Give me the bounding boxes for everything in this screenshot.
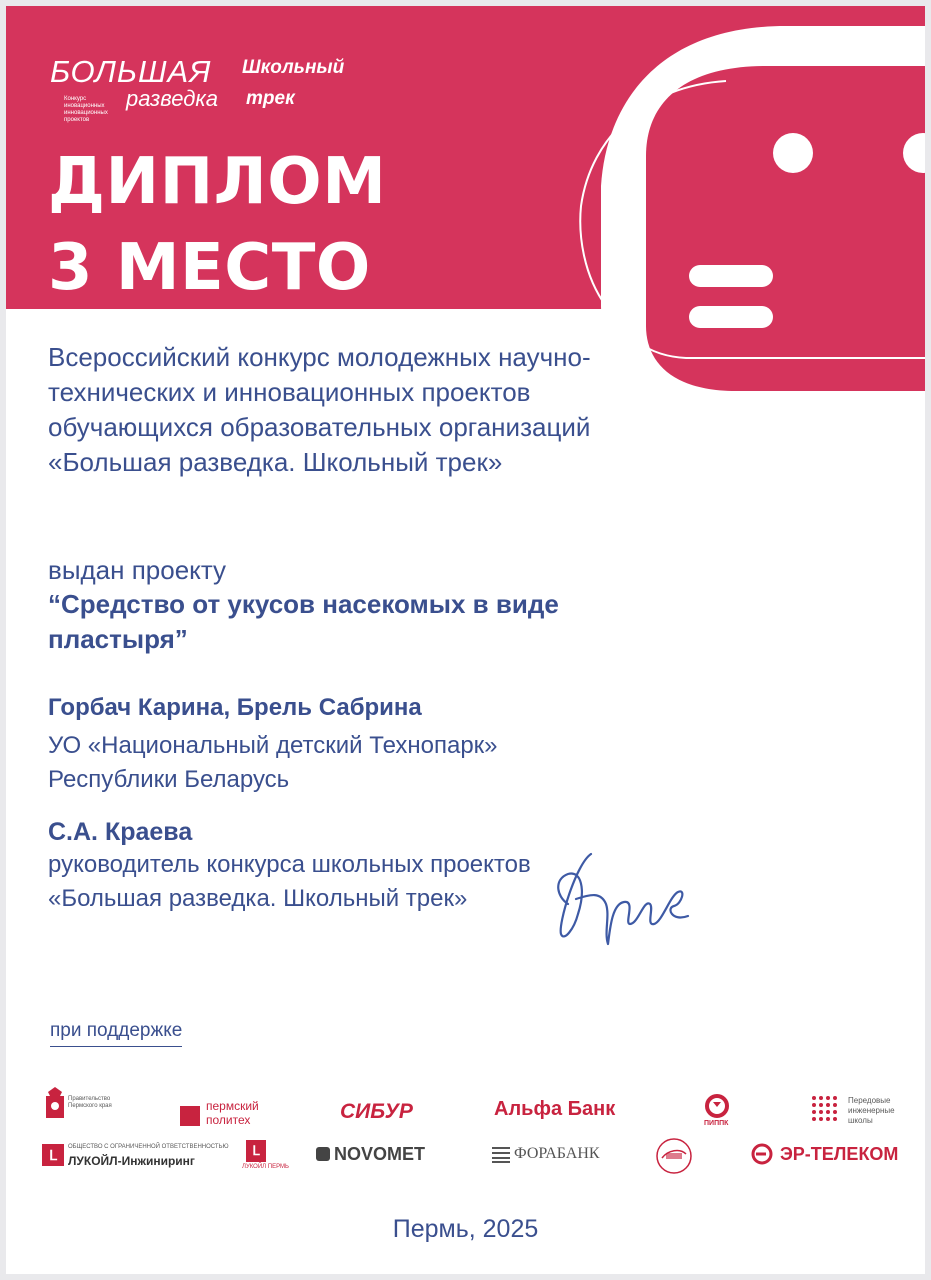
- logo-big-text: БОЛЬШАЯ: [50, 54, 212, 89]
- politech-square-icon: [180, 1106, 200, 1126]
- leader-name: С.А. Краева: [48, 818, 193, 846]
- pipk-icon: [702, 1093, 732, 1119]
- logo-trek-text: трек: [246, 88, 295, 109]
- competition-name: Всероссийский конкурс молодежных научно-технических и инновационных проектов обучающихся образовательных организаций «Большая разведка. Школьный трек»: [48, 342, 591, 477]
- robot-mouth-top: [689, 265, 773, 287]
- diploma-page: [6, 6, 925, 1274]
- organization-line-1: УО «Национальный детский Технопарк»: [48, 732, 498, 759]
- forabank-icon: [492, 1147, 510, 1163]
- city-year: Пермь, 2025: [392, 1215, 539, 1243]
- lukoil-perm-icon: Ⅼ: [246, 1140, 266, 1162]
- lukoil-perm-label: ЛУКОЙЛ ПЕРМЬ: [242, 1164, 289, 1170]
- robot-eye-left: [773, 133, 813, 173]
- ertelecom-label: ЭР-ТЕЛЕКОМ: [780, 1144, 899, 1164]
- support-label: при поддержке: [50, 1020, 182, 1047]
- project-title: “Средство от укусов насекомых в виде пластыря”: [48, 589, 559, 654]
- emblem-icon: [654, 1136, 694, 1176]
- sponsor-sibur: СИБУР: [340, 1100, 413, 1123]
- robot-mouth-bottom: [689, 306, 773, 328]
- logo-school-text: Школьный: [242, 57, 345, 78]
- engineering-schools-label: Передовые инженерные школы: [848, 1096, 895, 1125]
- forabank-label: ФОРАБАНК: [514, 1145, 600, 1162]
- signature-image: [546, 844, 696, 954]
- lukoil-label: ЛУКОЙЛ-Инжиниринг: [68, 1154, 195, 1168]
- politech-label-2: политех: [206, 1113, 251, 1127]
- issued-to-label: выдан проекту: [48, 555, 227, 585]
- lukoil-small-label: ОБЩЕСТВО С ОГРАНИЧЕННОЙ ОТВЕТСТВЕННОСТЬЮ: [68, 1144, 229, 1150]
- sponsor-alfa: Альфа Банк: [494, 1098, 616, 1120]
- novomet-icon: [316, 1147, 330, 1161]
- diploma-title: [48, 139, 386, 311]
- leader-role: руководитель конкурса школьных проектов «Большая разведка. Школьный трек»: [48, 851, 531, 912]
- dots-grid-icon: [810, 1094, 840, 1124]
- perm-coat-icon: [44, 1086, 66, 1124]
- authors-names: Горбач Карина, Брель Сабрина: [48, 694, 422, 721]
- ertelecom-icon: [750, 1142, 774, 1166]
- logo-small-text: Конкурс иновационных инновационных проектов: [64, 96, 108, 123]
- pipk-label: ПИППК: [704, 1120, 729, 1127]
- title-line-1: ДИПЛОМ: [48, 145, 387, 219]
- title-line-2: 3 МЕСТО: [48, 231, 371, 305]
- organization-line-2: Республики Беларусь: [48, 766, 290, 793]
- politech-label-1: пермский: [206, 1099, 259, 1113]
- perm-gov-label: Правительство Пермского края: [68, 1096, 112, 1109]
- robot-face-shape: [646, 66, 925, 391]
- lukoil-icon: Ⅼ: [42, 1144, 64, 1166]
- logo-razvedka-text: разведка: [126, 86, 218, 111]
- novomet-label: NOVOMET: [334, 1144, 426, 1164]
